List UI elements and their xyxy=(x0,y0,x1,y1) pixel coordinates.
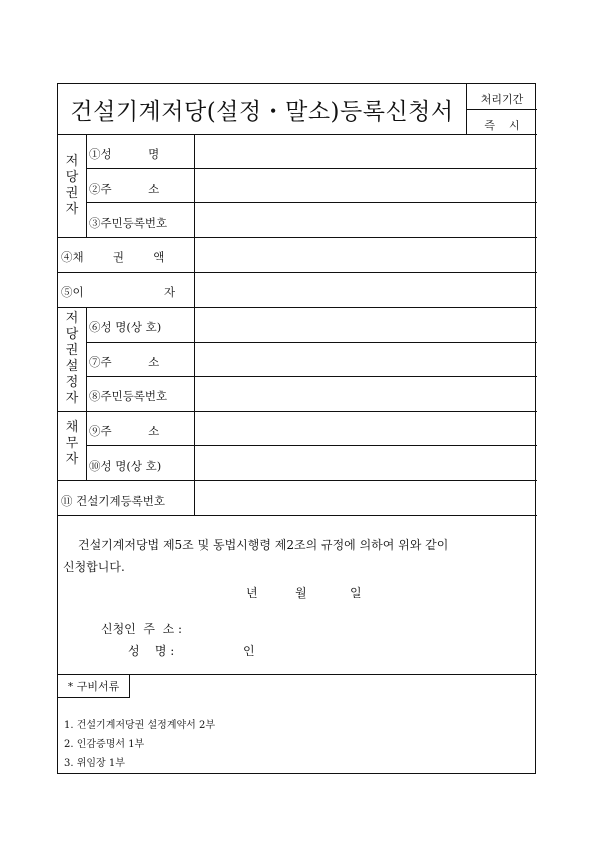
interest-label: ⑤이 자 xyxy=(61,285,176,299)
statement-line-2: 신청합니다. xyxy=(63,560,125,574)
processing-period-label: 처리기간 xyxy=(480,93,524,106)
grantor-address-label: ⑦주 소 xyxy=(89,355,160,369)
required-docs-header: * 구비서류 xyxy=(58,674,130,698)
mortgagee-name-label: ①성 명 xyxy=(89,147,160,161)
mortgagee-id-label: ③주민등록번호 xyxy=(89,216,168,230)
debtor-address-label: ⑨주 소 xyxy=(89,424,160,438)
row-line xyxy=(86,168,537,169)
application-statement xyxy=(63,534,503,578)
required-doc-item: 2. 인감증명서 1부 xyxy=(64,739,145,750)
required-doc-item: 1. 건설기계저당권 설정계약서 2부 xyxy=(64,720,216,731)
title-bottom-line xyxy=(58,134,537,135)
row-line xyxy=(86,445,537,446)
row-line xyxy=(58,515,537,516)
row-line xyxy=(58,272,537,273)
row-line xyxy=(58,480,537,481)
date-year: 년 xyxy=(246,586,258,600)
label-column-divider xyxy=(194,134,195,515)
debtor-group-label: 채 무 자 xyxy=(65,420,79,467)
claim-amount-label: ④채 권 액 xyxy=(61,250,165,264)
mortgagee-address-label: ②주 소 xyxy=(89,182,160,196)
date-month: 월 xyxy=(295,586,307,600)
row-line xyxy=(58,307,537,308)
mortgagee-group-divider xyxy=(86,134,87,237)
required-doc-item: 3. 위임장 1부 xyxy=(64,758,125,769)
applicant-address-label: 신청인 주 소 : xyxy=(101,622,183,636)
grantor-group-label: 저 당 권 설 정 자 xyxy=(65,311,79,406)
form-title: 건설기계저당(설정・말소)등록신청서 xyxy=(70,98,454,125)
mortgagee-group-label: 저 당 권 자 xyxy=(65,154,79,217)
row-line xyxy=(86,342,537,343)
registration-form xyxy=(57,83,536,774)
equipment-reg-no-label: ⑪ 건설기계등록번호 xyxy=(61,494,166,508)
statement-line-1: 건설기계저당법 제5조 및 동법시행령 제2조의 규정에 의하여 위와 같이 xyxy=(78,538,449,552)
row-line xyxy=(86,202,537,203)
grantor-id-label: ⑧주민등록번호 xyxy=(89,389,168,403)
debtor-name-label: ⑩성 명(상 호) xyxy=(89,459,162,473)
grantor-group-divider xyxy=(86,307,87,411)
date-day: 일 xyxy=(350,586,362,600)
row-line xyxy=(58,237,537,238)
seal-mark: 인 xyxy=(243,644,255,658)
row-line xyxy=(86,376,537,377)
row-line xyxy=(58,411,537,412)
grantor-name-label: ⑥성 명(상 호) xyxy=(89,320,162,334)
applicant-name-label: 성 명 : xyxy=(128,644,175,658)
processing-divider xyxy=(466,109,537,110)
processing-period-value: 즉 시 xyxy=(484,119,520,132)
